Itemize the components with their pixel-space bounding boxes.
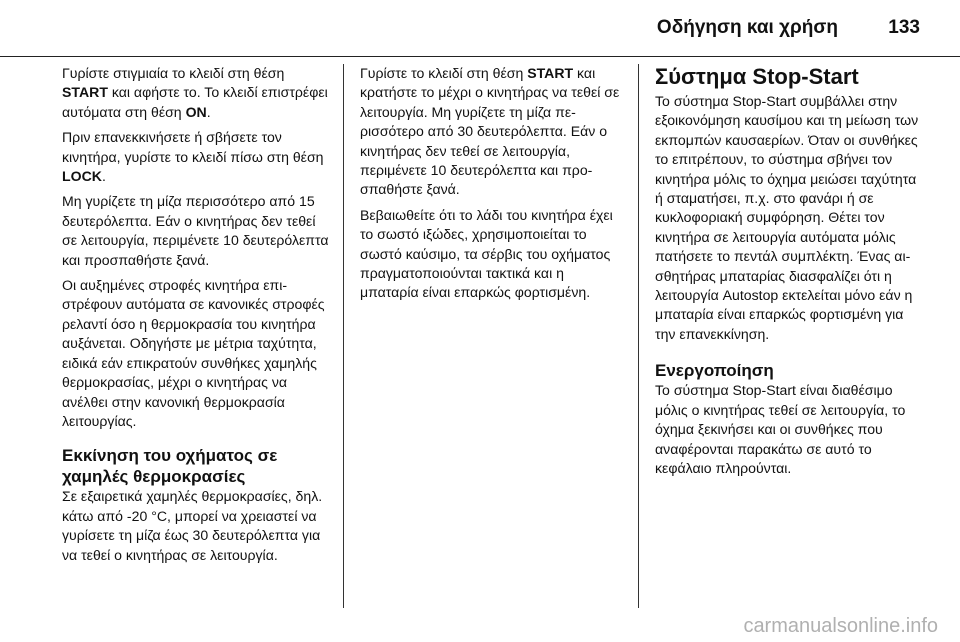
paragraph-cold-start: Σε εξαιρετικά χαμηλές θερμοκρασίες, δηλ. κάτω από -20 °C, μπορεί να χρειαστεί να γυρίσετε τη μίζα έως 30 δευτερόλεπτα για να τεθεί ο κινητήρας σε λειτουργία. [62,488,323,563]
paragraph-lock-key: Πριν επανεκκινήσετε ή σβήσετε τον κινητήρα, γυρίστε το κλειδί πίσω στη θέση LOCK. [62,129,324,185]
section-title: Οδήγηση και χρήση [656,17,838,38]
column-right [655,64,925,484]
heading-activation: Ενεργοποίηση [655,361,774,381]
paragraph-starter-duration: Μη γυρίζετε τη μίζα περισσότερο από 15 δευτερόλεπτα. Εάν ο κινητήρας δεν τεθεί σε λειτουργία, περιμένετε 10 δευτερόλεπτα και προσπαθήστε ξανά. [62,193,329,268]
page-header [0,0,960,58]
paragraph-hold-start: Γυρίστε το κλειδί στη θέση START και κρατήστε το μέχρι ο κινητήρας να τεθεί σε λειτουργία. Μη γυρίζετε τη μίζα περισσότερο από 30 δευτερόλεπτα. Εάν ο κινητήρας δεν τεθεί σε λειτουργία, περιμένετε 10 δευτερόλεπτα και προσπαθήστε ξανά. [360,65,620,198]
paragraph-activation: Το σύστημα Stop-Start είναι διαθέσιμο μόλις ο κινητήρας τεθεί σε λειτουργία, το όχημα ξεκινήσει και οι συνθήκες που αναφέρονται παρακάτω σε αυτό το κεφάλαιο πληρούνται. [655,382,906,476]
page-number: 133 [888,17,920,38]
column-left [62,64,334,571]
column-divider-2 [638,64,639,608]
heading-stop-start: Σύστημα Stop-Start [655,64,859,89]
column-divider-1 [343,64,344,608]
header-rule [0,56,960,57]
watermark: carmanualsonline.info [743,615,938,637]
paragraph-stop-start-intro: Το σύστημα Stop-Start συμβάλλει στην εξοικονόμηση καυσίμου και τη μείωση των εκπομπών καυσαερίων. Όταν οι συνθήκες το επιτρέπουν, το σύστημα σβήνει τον κινητήρα μόλις το όχημα μειώσει ταχύτητα ή σταματήσει, π.χ. στο φανάρι ή σε κυκλοφοριακή συμφόρηση. Θέτει τον κινητήρα σε λειτουργία αυτόματα μόλις πατήσετε το πεντάλ συμπλέκτη. Ένας αισθητήρας μπαταρίας διασφαλίζει ότι η λειτουργία Autostop εκτελείται μόνο εάν η μπαταρία είναι επαρκώς φορτισμένη για την επανεκκίνηση. [655,93,919,342]
column-middle [360,64,625,309]
paragraph-oil-check: Βεβαιωθείτε ότι το λάδι του κινητήρα έχει το σωστό ιξώδες, χρησιμοποιείται το σωστό καύσιμο, τα σέρβις του οχήματος πραγματοποιούνται τακτικά και η μπαταρία είναι επαρκώς φορτισμένη. [360,206,613,301]
paragraph-idle-speed: Οι αυξημένες στροφές κινητήρα επιστρέφουν αυτόματα σε κανονικές στροφές ρελαντί όσο η θερμοκρασία του κινητήρα αυξάνεται. Οδηγήστε με μέτρια ταχύτητα, ειδικά εάν επικρατούν συνθήκες χαμηλής θερμοκρασίας, μέχρι ο κινητήρας να ανέλθει στην κανονική θερμοκρασία λειτουργίας. [62,277,325,429]
paragraph-start-key: Γυρίστε στιγμιαία το κλειδί στη θέση START και αφήστε το. Το κλειδί επιστρέφει αυτόματα στη θέση ON. [62,65,328,120]
heading-cold-start: Εκκίνηση του οχήματος σε χαμηλές θερμοκρασίες [62,446,278,487]
